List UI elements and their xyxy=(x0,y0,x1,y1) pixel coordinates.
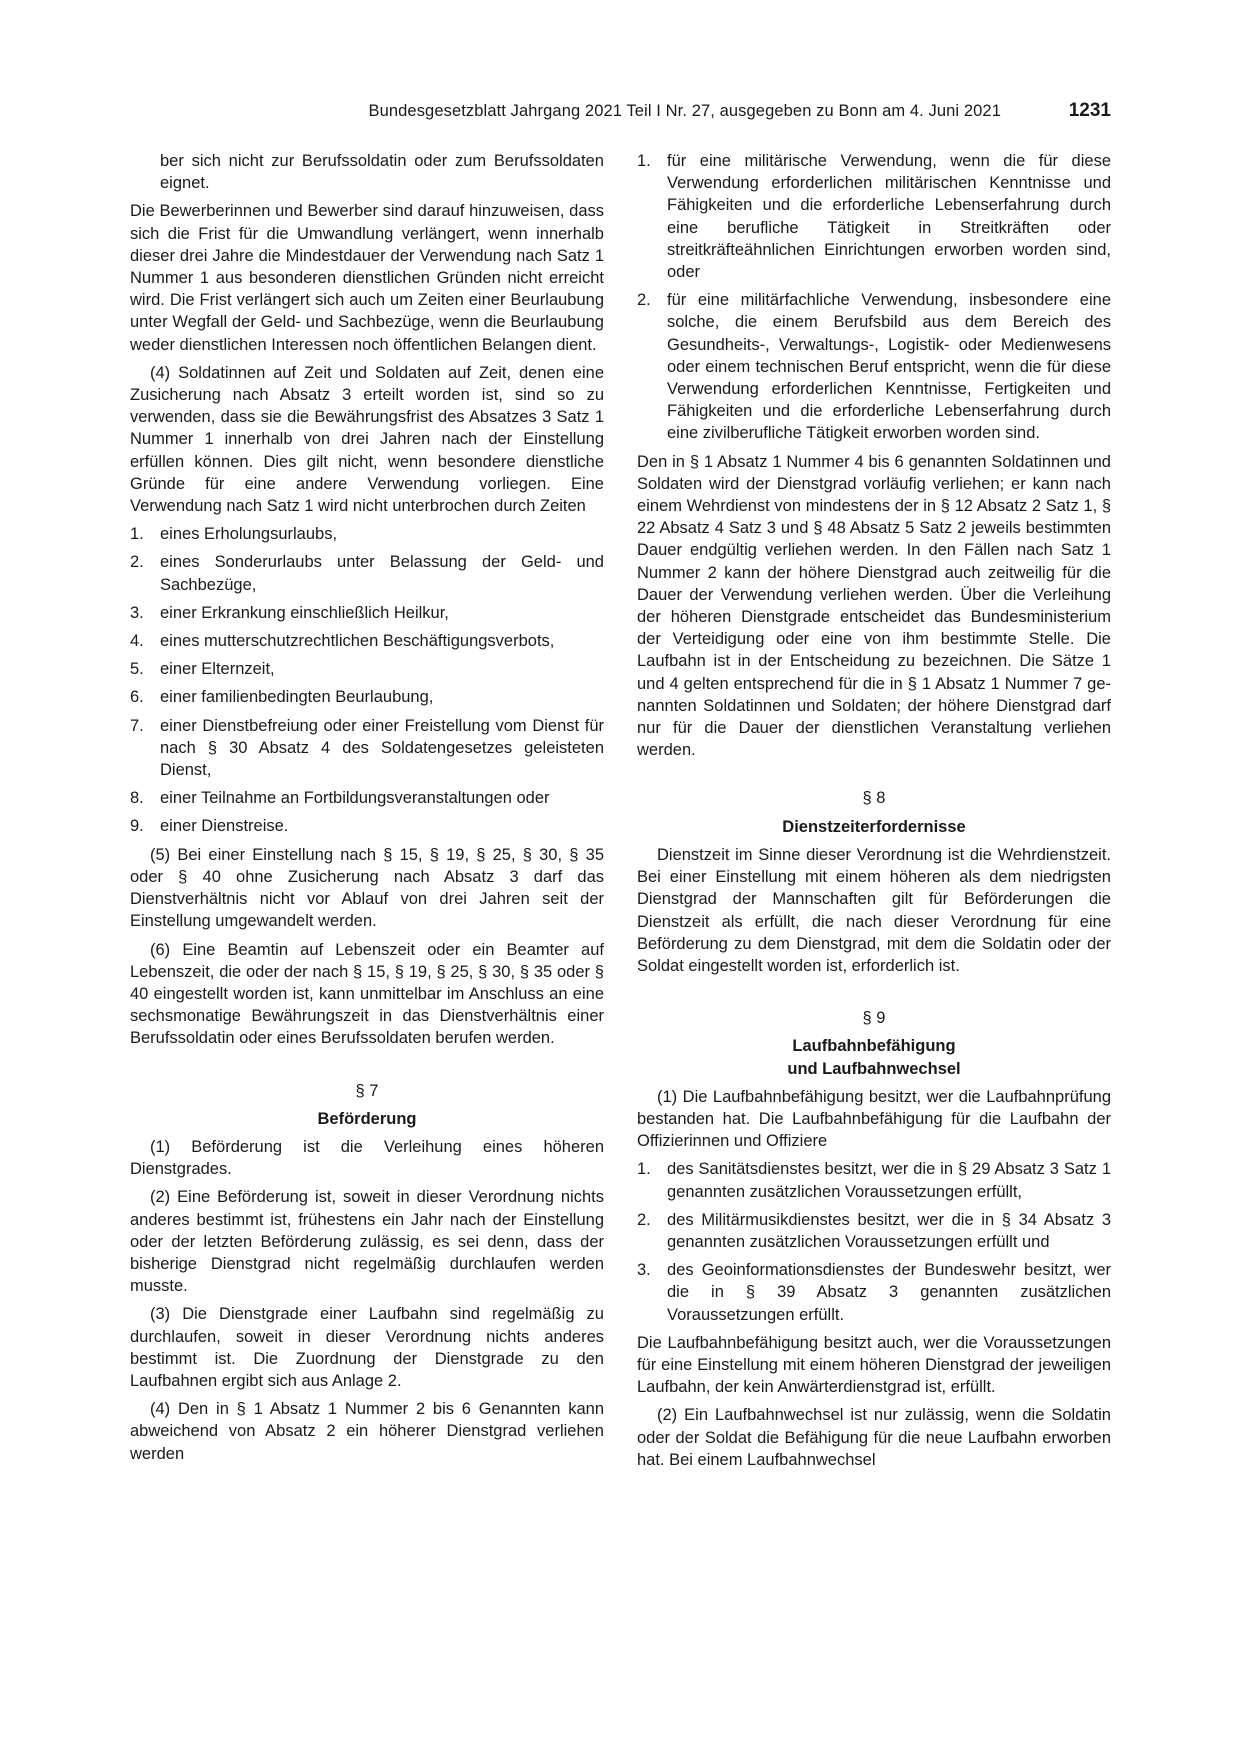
list-item xyxy=(130,715,604,782)
interruption-list xyxy=(130,523,604,837)
section-9-number: § 9 xyxy=(862,1009,886,1028)
header-title: Bundesgesetzblatt Jahrgang 2021 Teil I Nr. 27, ausgegeben zu Bonn am 4. Juni 2021 xyxy=(368,102,1001,120)
list-text: einer Teilnahme an Fortbildungsveranstaltungen oder xyxy=(160,789,550,808)
right-column xyxy=(637,150,1111,1477)
list-item xyxy=(637,1158,1111,1202)
list-text: des Geoinformationsdienstes der Bundeswehr besitzt, wer die in § 39 Absatz 3 genannten zusätzlichen Voraussetzungen erfüllt. xyxy=(667,1261,1111,1324)
continuation-text: ber sich nicht zur Berufssoldatin oder zum Berufssoldaten eignet. xyxy=(160,152,604,193)
section-7-title: Beförderung xyxy=(317,1109,417,1128)
section-7-paragraph-3: (3) Die Dienstgrade einer Laufbahn sind regelmäßig zu durchlaufen, soweit in dieser Verordnung nichts anderes bestimmt ist. Die Zuordnung der Dienstgrade zu den Laufbahnen ergibt sich aus Anlage 2. xyxy=(130,1305,604,1390)
list-number: 7. xyxy=(130,716,144,735)
list-text: für eine militärfachliche Verwendung, insbesondere eine solche, die einem Berufsbild aus dem Bereich des Gesundheits-, Verwaltungs-, Logistik- oder Medienwesens oder einem technischen Beruf entspricht, wenn die für diese Verwendung erforderlichen Kenntnisse, Fertigkeiten und Fähigkeiten und die erforderliche Lebenserfahrung durch eine zivilberufliche Tätigkeit erworben worden sind. xyxy=(667,291,1111,443)
section-7-paragraph-1: (1) Beförderung ist die Verleihung eines höheren Dienstgrades. xyxy=(130,1137,604,1179)
list-number: 3. xyxy=(637,1261,651,1280)
section-7-paragraph-4: (4) Den in § 1 Absatz 1 Nummer 2 bis 6 Genannten kann abweichend von Absatz 2 ein höherer Dienstgrad verliehen werden xyxy=(130,1400,604,1463)
list-item xyxy=(130,551,604,595)
list-text: einer familienbedingten Beurlaubung, xyxy=(160,688,434,707)
list-number: 2. xyxy=(130,553,144,572)
list-number: 8. xyxy=(130,789,144,808)
section-9-paragraph-2: (2) Ein Laufbahnwechsel ist nur zulässig, wenn die Soldatin oder der Soldat die Befähigung für die neue Laufbahn erworben hat. Bei einem Laufbahnwechsel xyxy=(637,1406,1111,1469)
list-text: eines Sonderurlaubs unter Belassung der Geld- und Sachbezüge, xyxy=(160,553,604,594)
befaehigung-list xyxy=(637,1158,1111,1325)
paragraph-4: (4) Soldatinnen auf Zeit und Soldaten auf Zeit, denen eine Zusicherung nach Absatz 3 erteilt worden ist, sind so zu verwenden, dass sie die Bewährungsfrist des Absatzes 3 Satz 1 Nummer 1 innerhalb von drei Jahren nach der Einstellung erfüllen können. Dies gilt nicht, wenn besondere dienstliche Gründe für eine andere Verwendung vorliegen. Eine Verwendung nach Satz 1 wird nicht unterbrochen durch Zeiten xyxy=(130,363,604,516)
page-number: 1231 xyxy=(1068,100,1111,121)
section-9-paragraph-1: (1) Die Laufbahnbefähigung besitzt, wer die Laufbahnprüfung bestanden hat. Die Laufbahnbefähigung für die Laufbahn der Offizierinnen und Offiziere xyxy=(637,1087,1111,1151)
list-text: eines Erholungsurlaubs, xyxy=(160,525,338,544)
list-item xyxy=(130,602,604,624)
left-column xyxy=(130,150,604,1471)
list-item xyxy=(130,523,604,545)
section-9-title-line-2: und Laufbahnwechsel xyxy=(787,1059,961,1078)
section-8-paragraph: Dienstzeit im Sinne dieser Verordnung ist die Wehrdienstzeit. Bei einer Einstellung mit einem höheren als dem niedrigsten Dienstgrad der Mannschaften gilt für Beförderungen die Dienstzeit als erfüllt, die nach dieser Verordnung für eine Beförderung zu dem Dienstgrad, mit dem die Soldatin oder der Soldat eingestellt worden ist, erforderlich ist. xyxy=(637,845,1111,975)
paragraph-5: (5) Bei einer Einstellung nach § 15, § 19, § 25, § 30, § 35 oder § 40 ohne Zusicherung nach Absatz 3 darf das Dienstverhältnis nicht vor Ablauf von drei Jahren seit der Einstellung umgewandelt werden. xyxy=(130,845,604,931)
list-item xyxy=(130,815,604,837)
list-item xyxy=(130,787,604,809)
list-number: 6. xyxy=(130,688,144,707)
list-text: einer Elternzeit, xyxy=(160,660,275,679)
list-item xyxy=(637,289,1111,444)
list-number: 9. xyxy=(130,817,144,836)
list-number: 5. xyxy=(130,660,144,679)
section-9-paragraph: Die Laufbahnbefähigung besitzt auch, wer die Voraussetzungen für eine Einstellung mit einem höheren Dienstgrad der jeweiligen Laufbahn, der kein Anwärterdienstgrad ist, erfüllt. xyxy=(637,1333,1111,1397)
paragraph-6: (6) Eine Beamtin auf Lebenszeit oder ein Beamter auf Lebenszeit, die oder der nach § 15, § 19, § 25, § 30, § 35 oder § 40 eingestellt worden ist, kann unmittelbar im Anschluss an eine sechsmonatige Bewährungszeit in das Dienstverhältnis einer Berufssoldatin oder eines Berufssoldaten berufen werden. xyxy=(130,940,604,1048)
list-number: 2. xyxy=(637,1210,651,1229)
list-number: 1. xyxy=(130,525,144,544)
list-item xyxy=(637,1259,1111,1326)
list-number: 1. xyxy=(637,152,651,170)
list-number: 3. xyxy=(130,603,144,622)
list-text: eines mutterschutzrechtlichen Beschäftigungsverbots, xyxy=(160,632,555,651)
list-text: einer Dienstbefreiung oder einer Freistellung vom Dienst für nach § 30 Absatz 4 des Soldatengesetzes geleisteten Dienst, xyxy=(160,716,604,780)
section-7-paragraph-2: (2) Eine Beförderung ist, soweit in dieser Verordnung nichts anderes bestimmt ist, frühestens ein Jahr nach der Einstellung oder der letzten Beförderung zulässig, es sei denn, dass der bisherige Dienstgrad nicht regelmäßig durchlaufen werden musste. xyxy=(130,1188,604,1296)
list-text: des Militärmusikdienstes besitzt, wer die in § 34 Absatz 3 genannten zusätzlichen Voraussetzungen erfüllt und xyxy=(667,1210,1111,1251)
section-8-number: § 8 xyxy=(862,789,886,808)
section-9-title xyxy=(637,1058,1111,1080)
list-item xyxy=(637,150,1111,283)
section-9-title-line-1: Laufbahnbefähigung xyxy=(792,1037,956,1056)
list-number: 1. xyxy=(637,1160,651,1179)
list-text: für eine militärische Verwendung, wenn die für diese Verwendung erforderlichen militärischen Kenntnisse und Fähigkeiten und die erforderliche Lebenserfahrung durch eine berufliche Tätigkeit in Streitkräften oder streitkräfteähnlichen Einrichtungen erworben worden sind, oder xyxy=(667,152,1111,282)
list-text: des Sanitätsdienstes besitzt, wer die in § 29 Absatz 3 Satz 1 genannten zusätzlichen Voraussetzungen erfüllt, xyxy=(667,1160,1111,1201)
paragraph: Den in § 1 Absatz 1 Nummer 4 bis 6 genannten Soldatinnen und Soldaten wird der Dienstgrad vorläufig verliehen; er kann nach einem Wehrdienst von mindestens der in § 12 Absatz 2 Satz 1, § 22 Absatz 4 Satz 3 und § 48 Absatz 5 Satz 2 jeweils bestimmten Dauer endgültig verliehen werden. In den Fällen nach Satz 1 Nummer 2 kann der höhere Dienstgrad auch zeitweilig für die Dauer der Verwendung verliehen werden. Über die Verleihung der höheren Dienstgrade entscheidet das Bundesministerium der Verteidigung oder eine von ihm bestimmte Stelle. Die Laufbahn ist in der Entscheidung zu bezeichnen. Die Sätze 1 und 4 gelten entsprechend für die in § 1 Absatz 1 Nummer 7 genannten Soldatinnen und Soldaten; der höhere Dienstgrad darf nur für die Dauer der dienstlichen Veranstaltung verliehen werden. xyxy=(637,452,1111,760)
list-item xyxy=(637,1209,1111,1253)
verwendung-list xyxy=(637,150,1111,445)
page-header xyxy=(130,100,1111,128)
list-item xyxy=(130,658,604,680)
section-8-title: Dienstzeiterfordernisse xyxy=(782,817,966,836)
section-9-title xyxy=(637,1035,1111,1057)
list-number: 2. xyxy=(637,291,651,310)
list-text: einer Dienstreise. xyxy=(160,817,289,836)
list-text: einer Erkrankung einschließlich Heilkur, xyxy=(160,603,449,622)
list-number: 4. xyxy=(130,632,144,651)
list-item xyxy=(130,630,604,652)
list-item xyxy=(130,686,604,708)
section-7-number: § 7 xyxy=(355,1081,379,1100)
paragraph: Die Bewerberinnen und Bewerber sind darauf hinzuweisen, dass sich die Frist für die Umwandlung verlängert, wenn innerhalb dieser drei Jahre die Mindestdauer der Verwendung nach Satz 1 Nummer 1 aus besonderen dienstlichen Gründen nicht erreicht wird. Die Frist verlängert sich auch um Zeiten einer Beurlaubung unter Wegfall der Geld- und Sachbezüge, wenn die Beurlaubung weder dienstlichen Interessen noch öffentlichen Belangen dient. xyxy=(130,202,604,354)
